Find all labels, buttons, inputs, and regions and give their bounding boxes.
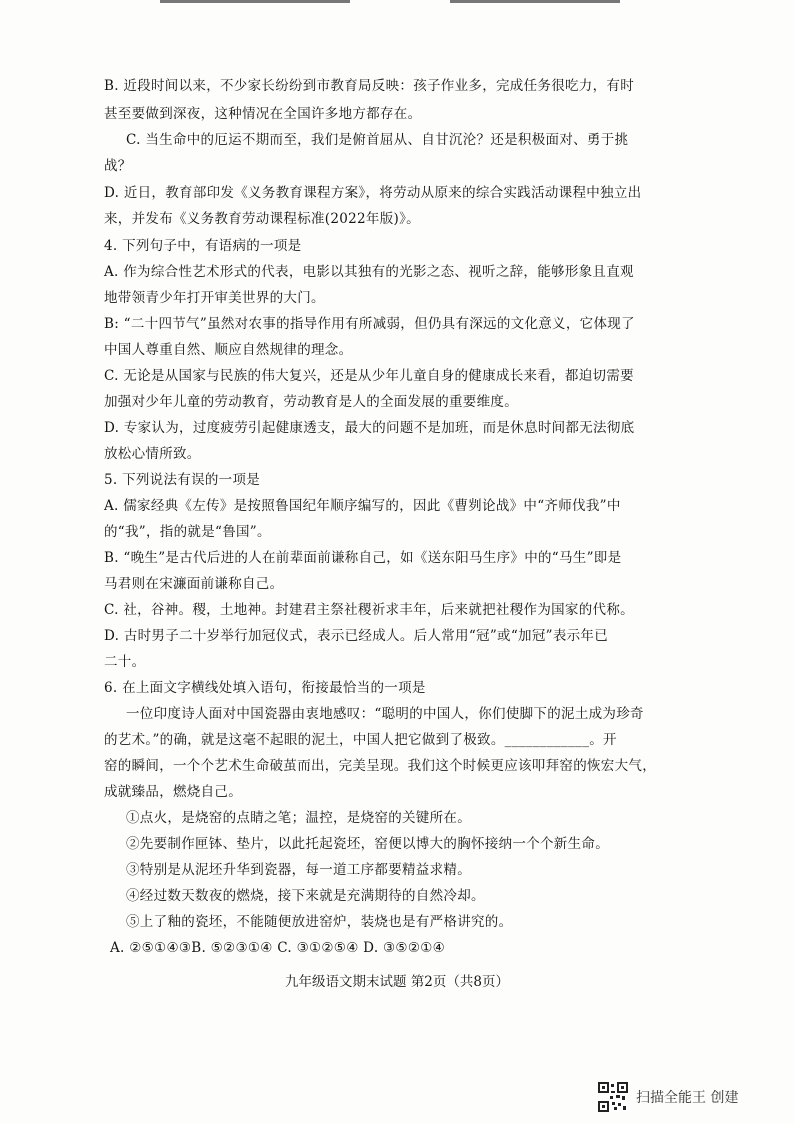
answer-choices: A. ②⑤①④③B. ⑤②③①④ C. ③①②⑤④ D. ③⑤②①④ bbox=[110, 940, 446, 956]
scanner-watermark bbox=[598, 1082, 738, 1112]
text-line: 甚至要做到深夜，这种情况在全国许多地方都存在。 bbox=[104, 106, 422, 122]
text-line: 地带领青少年打开审美世界的大门。 bbox=[104, 290, 325, 306]
question-6-stem: 6. 在上面文字横线处填入语句，衔接最恰当的一项是 bbox=[104, 680, 426, 696]
sentence-option: ①点火，是烧窑的点睛之笔；温控，是烧窑的关键所在。 bbox=[126, 810, 471, 826]
text-line: D. 古时男子二十岁举行加冠仪式，表示已经成人。后人常用“冠”或“加冠”表示年已 bbox=[104, 628, 609, 644]
text-line: D. 专家认为，过度疲劳引起健康透支，最大的问题不是加班，而是休息时间都无法彻底 bbox=[104, 420, 635, 436]
sentence-option: ③特别是从泥坯升华到瓷器，每一道工序都要精益求精。 bbox=[126, 862, 471, 878]
passage-line: 成就臻品，燃烧自己。 bbox=[104, 784, 242, 800]
text-line: C. 社，谷神。稷，土地神。封建君主祭社稷祈求丰年，后来就把社稷作为国家的代称。 bbox=[104, 602, 634, 618]
text-line: B: “二十四节气”虽然对农事的指导作用有所减弱，但仍具有深远的文化意义，它体现了 bbox=[104, 316, 635, 332]
text-line: C. 当生命中的厄运不期而至，我们是俯首屈从、自甘沉沦？还是积极面对、勇于挑 bbox=[126, 132, 629, 148]
passage-line: 窑的瞬间，一个个艺术生命破茧而出，完美呈现。我们这个时候更应该叩拜窑的恢宏大气， bbox=[104, 758, 656, 774]
text-line: C. 无论是从国家与民族的伟大复兴，还是从少年儿童自身的健康成长来看，都迫切需要 bbox=[104, 368, 634, 384]
passage-line: 的艺术。”的确，就是这毫不起眼的泥土，中国人把它做到了极致。____________。开 bbox=[104, 732, 617, 748]
scan-edge-right bbox=[450, 0, 620, 3]
text-line: A. 儒家经典《左传》是按照鲁国纪年顺序编写的，因此《曹刿论战》中“齐师伐我”中 bbox=[104, 498, 621, 514]
sentence-option: ④经过数天数夜的燃烧，接下来就是充满期待的自然冷却。 bbox=[126, 888, 485, 904]
text-line: 中国人尊重自然、顺应自然规律的理念。 bbox=[104, 342, 353, 358]
text-line: D. 近日，教育部印发《义务教育课程方案》，将劳动从原来的综合实践活动课程中独立出 bbox=[104, 185, 642, 201]
text-line: 来，并发布《义务教育劳动课程标准(2022年版)》。 bbox=[104, 211, 420, 227]
qr-code-icon bbox=[598, 1082, 628, 1112]
text-line: A. 作为综合性艺术形式的代表，电影以其独有的光影之态、视听之辞，能够形象且直观 bbox=[104, 264, 634, 280]
watermark-text: 扫描全能王 创建 bbox=[636, 1090, 739, 1106]
text-line: 马君则在宋濂面前谦称自己。 bbox=[104, 576, 284, 592]
question-4-stem: 4. 下列句子中，有语病的一项是 bbox=[104, 238, 302, 254]
text-line: 二十。 bbox=[104, 654, 146, 670]
text-line: 加强对少年儿童的劳动教育，劳动教育是人的全面发展的重要维度。 bbox=[104, 394, 518, 410]
passage-line: 一位印度诗人面对中国瓷器由衷地感叹：“聪明的中国人，你们使脚下的泥土成为珍奇 bbox=[126, 706, 644, 722]
sentence-option: ②先要制作匣钵、垫片，以此托起瓷坯，窑便以博大的胸怀接纳一个个新生命。 bbox=[126, 836, 609, 852]
text-line: 的“我”，指的就是“鲁国”。 bbox=[104, 524, 271, 540]
page-footer: 九年级语文期末试题 第2页（共8页） bbox=[285, 974, 509, 990]
text-line: 放松心情所致。 bbox=[104, 446, 201, 462]
text-line: B. “晚生”是古代后进的人在前辈面前谦称自己，如《送东阳马生序》中的“马生”即是 bbox=[104, 550, 622, 566]
scan-edge-left bbox=[160, 0, 350, 3]
text-line: B. 近段时间以来，不少家长纷纷到市教育局反映：孩子作业多，完成任务很吃力，有时 bbox=[104, 78, 635, 94]
question-5-stem: 5. 下列说法有误的一项是 bbox=[104, 472, 261, 488]
text-line: 战？ bbox=[104, 158, 132, 174]
sentence-option: ⑤上了釉的瓷坯，不能随便放进窑炉，装烧也是有严格讲究的。 bbox=[126, 914, 513, 930]
